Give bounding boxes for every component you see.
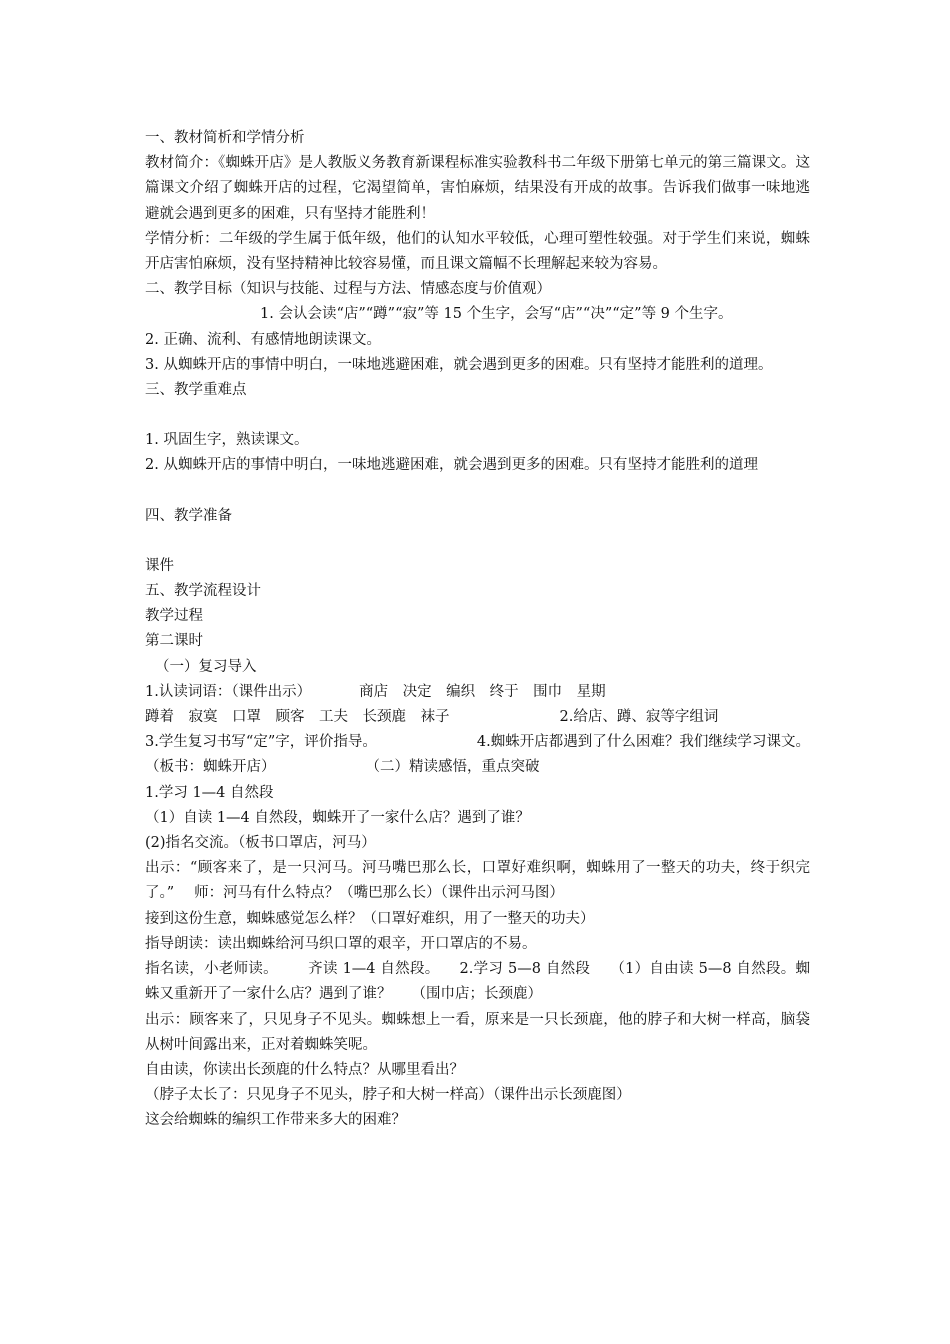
blank-line: [145, 479, 810, 504]
question-2: (2)指名交流。（板书口罩店，河马）: [145, 835, 376, 852]
key-point-1: 1. 巩固生字，熟读课文。: [145, 432, 309, 449]
reading-activities: 指名读，小老师读。 齐读 1—4 自然段。 2.学习 5—8 自然段 （1）自由读 5—8 自然段。蜘蛛又重新开了一家什么店？遇到了谁？ （围巾店；长颈鹿）: [145, 961, 810, 1003]
key-point-2: 2. 从蜘蛛开店的事情中明白，一味地逃避困难，就会遇到更多的困难。只有坚持才能胜利的道理: [145, 457, 758, 474]
section-5-heading: 五、教学流程设计: [145, 583, 261, 600]
hippo-excerpt: 出示：“顾客来了，是一只河马。河马嘴巴那么长，口罩好难织啊，蜘蛛用了一整天的功夫，终于织完了。” 师：河马有什么特点？（嘴巴那么长）（课件出示河马图）: [145, 860, 810, 902]
section-1-heading: 一、教材简析和学情分析: [145, 130, 305, 146]
giraffe-excerpt: 出示：顾客来了，只见身子不见头。蜘蛛想上一看，原来是一只长颈鹿，他的脖子和大树一样高，脑袋从树叶间露出来，正对着蜘蛛笑呢。: [145, 1011, 810, 1053]
blank-line: [145, 403, 810, 428]
free-reading-question: 自由读，你读出长颈鹿的什么特点？从哪里看出？: [145, 1061, 464, 1078]
word-review-line: 1.认读词语：（课件出示） 商店 决定 编织 终于 围巾 星期: [145, 683, 606, 700]
question-1: （1）自读 1—4 自然段，蜘蛛开了一家什么店？遇到了谁？: [145, 809, 530, 826]
document-page: [145, 126, 810, 1134]
reading-guidance: 指导朗读：读出蜘蛛给河马织口罩的艰辛，开口罩店的不易。: [145, 935, 537, 952]
blank-line: [145, 529, 810, 554]
goal-1: 1. 会认会读“店”“蹲”“寂”等 15 个生字，会写“店”“决”“定”等 9 个生字。: [260, 306, 733, 323]
student-analysis-paragraph: 学情分析：二年级的学生属于低年级，他们的认知水平较低，心理可塑性较强。对于学生们来说，蜘蛛开店害怕麻烦，没有坚持精神比较容易懂，而且课文篇幅不长理解起来较为容易。: [145, 230, 810, 273]
lesson-label: 第二课时: [145, 633, 203, 650]
textbook-intro-paragraph: 教材简介：《蜘蛛开店》是人教版义务教育新课程标准实验教科书二年级下册第七单元的第三篇课文。这篇课文介绍了蜘蛛开店的过程，它渴望简单，害怕麻烦，结果没有开成的故事。告诉我们做事一味地逃避就会遇到更多的困难，只有坚持才能胜利！: [145, 155, 810, 222]
section-2-heading: 二、教学目标（知识与技能、过程与方法、情感态度与价值观）: [145, 281, 551, 298]
teaching-process-label: 教学过程: [145, 608, 203, 625]
section-3-heading: 三、教学重难点: [145, 382, 247, 399]
goal-3: 3. 从蜘蛛开店的事情中明白，一味地逃避困难，就会遇到更多的困难。只有坚持才能胜利的道理。: [145, 356, 773, 373]
section-4-heading: 四、教学准备: [145, 507, 232, 524]
spider-feeling-question: 接到这份生意，蜘蛛感觉怎么样？（口罩好难织，用了一整天的功夫）: [145, 910, 595, 927]
study-1-heading: 1.学习 1—4 自然段: [145, 784, 274, 801]
part-1-heading: （一）复习导入: [155, 658, 257, 675]
preparation-text: 课件: [145, 557, 174, 574]
word-list-line: 蹲着 寂寞 口罩 顾客 工夫 长颈鹿 袜子 2.给店、蹲、寂等字组词: [145, 709, 719, 726]
giraffe-neck-answer: （脖子太长了：只见身子不见头，脖子和大树一样高）（课件出示长颈鹿图）: [145, 1087, 631, 1104]
goal-2: 2. 正确、流利、有感情地朗读课文。: [145, 331, 381, 348]
difficulty-question: 这会给蜘蛛的编织工作带来多大的困难？: [145, 1112, 406, 1129]
review-items-line: 3.学生复习书写“定”字，评价指导。 4.蜘蛛开店都遇到了什么困难？我们继续学习课文。（板书：蜘蛛开店） （二）精读感悟，重点突破: [145, 734, 810, 776]
